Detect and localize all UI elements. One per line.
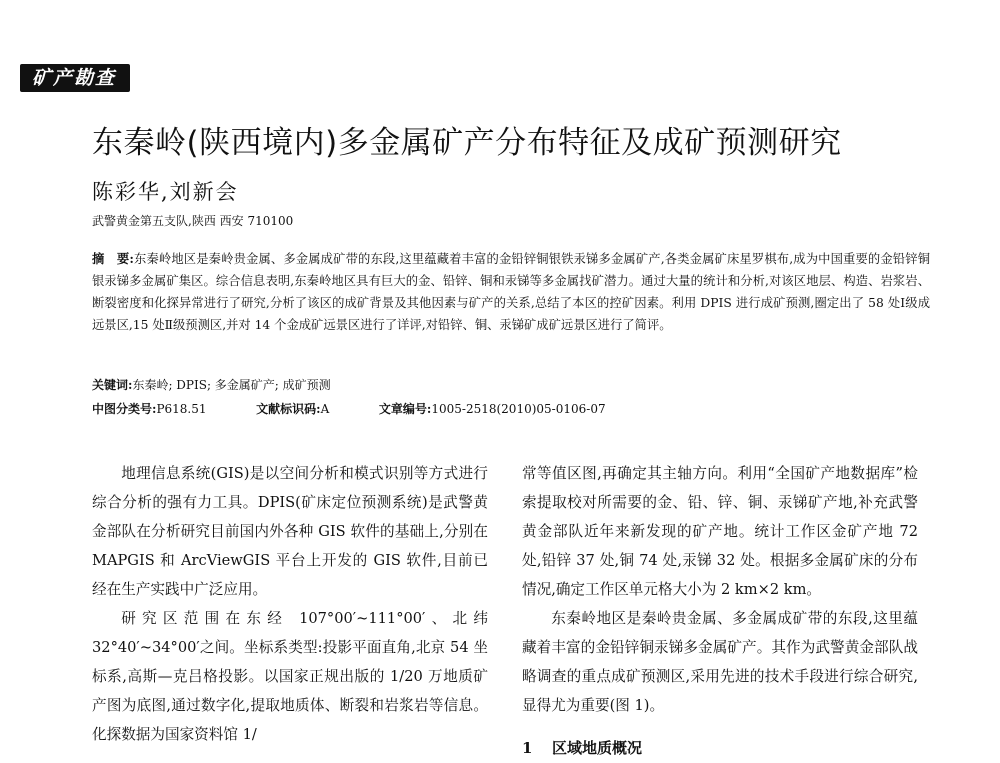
- body-paragraph: 研究区范围在东经 107°00′~111°00′、北纬 32°40′~34°00′之间。坐标系类型:投影平面直角,北京 54 坐标系,高斯—克吕格投影。以国家正规出版的 1/20 万地质矿产图为底图,通过数字化,提取地质体、断裂和岩浆岩等信息。化探数据为国家资料馆 1/: [92, 610, 488, 743]
- abstract: [92, 248, 930, 336]
- article-metadata: [92, 400, 606, 417]
- keywords-text: 东秦岭; DPIS; 多金属矿产; 成矿预测: [132, 378, 331, 392]
- affiliation: 武警黄金第五支队,陕西 西安 710100: [92, 214, 294, 228]
- section-heading-text: 区域地质概况: [552, 739, 643, 757]
- clc-value: P618.51: [156, 402, 207, 416]
- doc-code-value: A: [320, 402, 330, 416]
- article-no-value: 1005-2518(2010)05-0106-07: [431, 402, 606, 416]
- body-paragraph: 常等值区图,再确定其主轴方向。利用“全国矿产地数据库”检索提取校对所需要的金、铅、锌、铜、汞锑矿产地,补充武警黄金部队近年来新发现的矿产地。统计工作区金矿产地 72 处,铅锌 37 处,铜 74 处,汞锑 32 处。根据多金属矿床的分布情况,确定工作区单元格大小为 2 km×2 km。: [522, 465, 918, 598]
- doc-code-label: 文献标识码:: [256, 402, 321, 416]
- section-heading: [522, 734, 918, 763]
- section-heading-number: 1: [522, 739, 533, 757]
- body-paragraph: 东秦岭地区是秦岭贵金属、多金属成矿带的东段,这里蕴藏着丰富的金铅锌铜汞锑多金属矿产。其作为武警黄金部队战略调查的重点成矿预测区,采用先进的技术手段进行综合研究,显得尤为重要(图 1)。: [522, 610, 918, 714]
- abstract-text: 东秦岭地区是秦岭贵金属、多金属成矿带的东段,这里蕴藏着丰富的金铅锌铜银铁汞锑多金属矿产,各类金属矿床星罗棋布,成为中国重要的金铅锌铜银汞锑多金属矿集区。综合信息表明,东秦岭地区具有巨大的金、铅锌、铜和汞锑等多金属找矿潜力。通过大量的统计和分析,对该区地层、构造、岩浆岩、断裂密度和化探异常进行了研究,分析了该区的成矿背景及其他因素与矿产的关系,总结了本区的控矿因素。利用 DPIS 进行成矿预测,圈定出了 58 处Ⅰ级成远景区,15 处Ⅱ级预测区,并对 14 个金成矿远景区进行了详评,对铅锌、铜、汞锑矿成矿远景区进行了简评。: [92, 252, 930, 332]
- authors: 陈彩华,刘新会: [92, 180, 239, 204]
- article-title: 东秦岭(陕西境内)多金属矿产分布特征及成矿预测研究: [92, 125, 842, 161]
- article-no-label: 文章编号:: [378, 402, 432, 416]
- body-column-left: [92, 459, 488, 749]
- body-paragraph: 地理信息系统(GIS)是以空间分析和模式识别等方式进行综合分析的强有力工具。DPIS(矿床定位预测系统)是武警黄金部队在分析研究目前国内外各种 GIS 软件的基础上,分别在 MAPGIS 和 ArcViewGIS 平台上开发的 GIS 软件,目前已经在生产实践中广泛应用。: [92, 465, 488, 598]
- keywords-label: 关键词:: [92, 378, 133, 392]
- clc-label: 中图分类号:: [92, 402, 157, 416]
- abstract-label: 摘 要:: [92, 251, 134, 266]
- keywords: [92, 376, 331, 393]
- section-tag: 矿产勘查: [20, 64, 130, 92]
- body-column-right: [522, 459, 918, 763]
